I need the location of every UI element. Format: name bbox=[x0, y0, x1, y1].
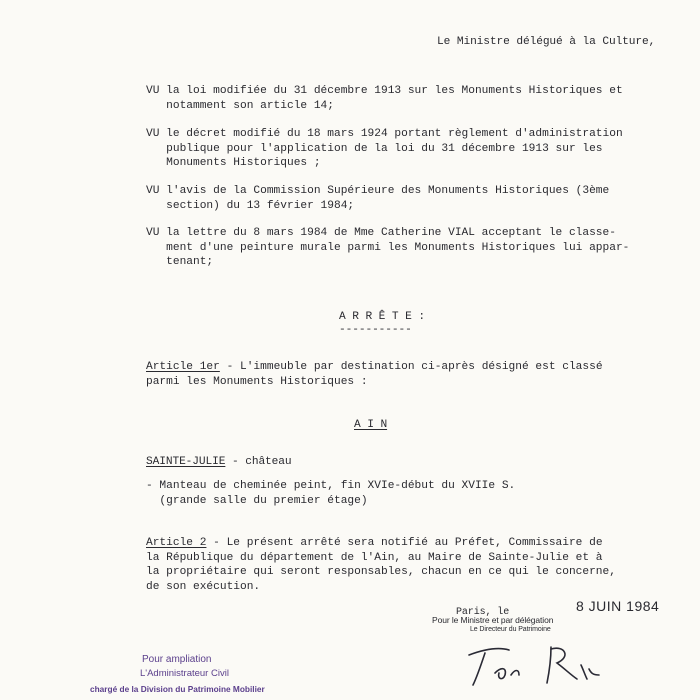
consideration-line: ment d'une peinture murale parmi les Monuments Historiques lui appar- bbox=[146, 241, 630, 254]
place-date: Paris, le bbox=[456, 607, 510, 618]
article-2-line: de son exécution. bbox=[146, 580, 261, 593]
consideration-3 bbox=[146, 184, 609, 213]
consideration-line: VU l'avis de la Commission Supérieure des Monuments Historiques (3ème bbox=[146, 185, 610, 197]
consideration-2 bbox=[146, 127, 623, 171]
consideration-4 bbox=[146, 226, 629, 270]
article-1 bbox=[146, 360, 603, 389]
location-name: SAINTE-JULIE bbox=[146, 456, 226, 468]
article-2-label: Article 2 bbox=[146, 537, 207, 549]
consideration-line: VU le décret modifié du 18 mars 1924 portant règlement d'administration bbox=[146, 128, 623, 140]
article-2-text: - Le présent arrêté sera notifié au Préfet, Commissaire de bbox=[206, 537, 603, 549]
consideration-line: VU la loi modifiée du 31 décembre 1913 sur les Monuments Historiques et bbox=[146, 85, 623, 97]
item-line: - Manteau de cheminée peint, fin XVIe-début du XVIIe S. bbox=[146, 480, 516, 492]
arrete-heading: A R R Ê T E : bbox=[339, 311, 425, 323]
delegation-line: Pour le Ministre et par délégation bbox=[432, 615, 554, 625]
consideration-line: Monuments Historiques ; bbox=[146, 157, 321, 169]
stamp-line-1: Pour ampliation bbox=[142, 654, 212, 665]
consideration-line: section) du 13 février 1984; bbox=[146, 199, 355, 212]
decree-header: Le Ministre délégué à la Culture, bbox=[437, 36, 656, 48]
article-1-text: - L'immeuble par destination ci-après désigné est classé bbox=[219, 361, 603, 373]
location-line bbox=[146, 455, 292, 470]
article-2 bbox=[146, 536, 616, 594]
consideration-line: publique pour l'application de la loi du 31 décembre 1913 sur les bbox=[146, 142, 603, 155]
consideration-line: tenant; bbox=[146, 256, 214, 268]
director-line: Le Directeur du Patrimoine bbox=[470, 626, 551, 633]
consideration-1 bbox=[146, 84, 623, 113]
handwritten-signature bbox=[455, 635, 605, 695]
article-1-label: Article 1er bbox=[146, 361, 220, 373]
date-stamp: 8 JUIN 1984 bbox=[576, 598, 660, 614]
consideration-line: VU la lettre du 8 mars 1984 de Mme Catherine VIAL acceptant le classe- bbox=[146, 227, 616, 239]
article-2-line: la République du département de l'Ain, au Maire de Sainte-Julie et à bbox=[146, 551, 603, 564]
article-1-line: parmi les Monuments Historiques : bbox=[146, 375, 368, 388]
article-2-line: la propriétaire qui seront responsables, chacun en ce qui le concerne, bbox=[146, 566, 616, 578]
stamp-line-3: chargé de la Division du Patrimoine Mobilier bbox=[90, 684, 265, 694]
location-type: - château bbox=[225, 456, 292, 468]
department-heading: A I N bbox=[354, 419, 388, 431]
classified-item bbox=[146, 479, 515, 508]
stamp-line-2: L'Administrateur Civil bbox=[140, 668, 229, 679]
arrete-rule: ----------- bbox=[339, 324, 412, 336]
consideration-line: notamment son article 14; bbox=[146, 99, 334, 112]
item-line: (grande salle du premier étage) bbox=[146, 494, 368, 507]
